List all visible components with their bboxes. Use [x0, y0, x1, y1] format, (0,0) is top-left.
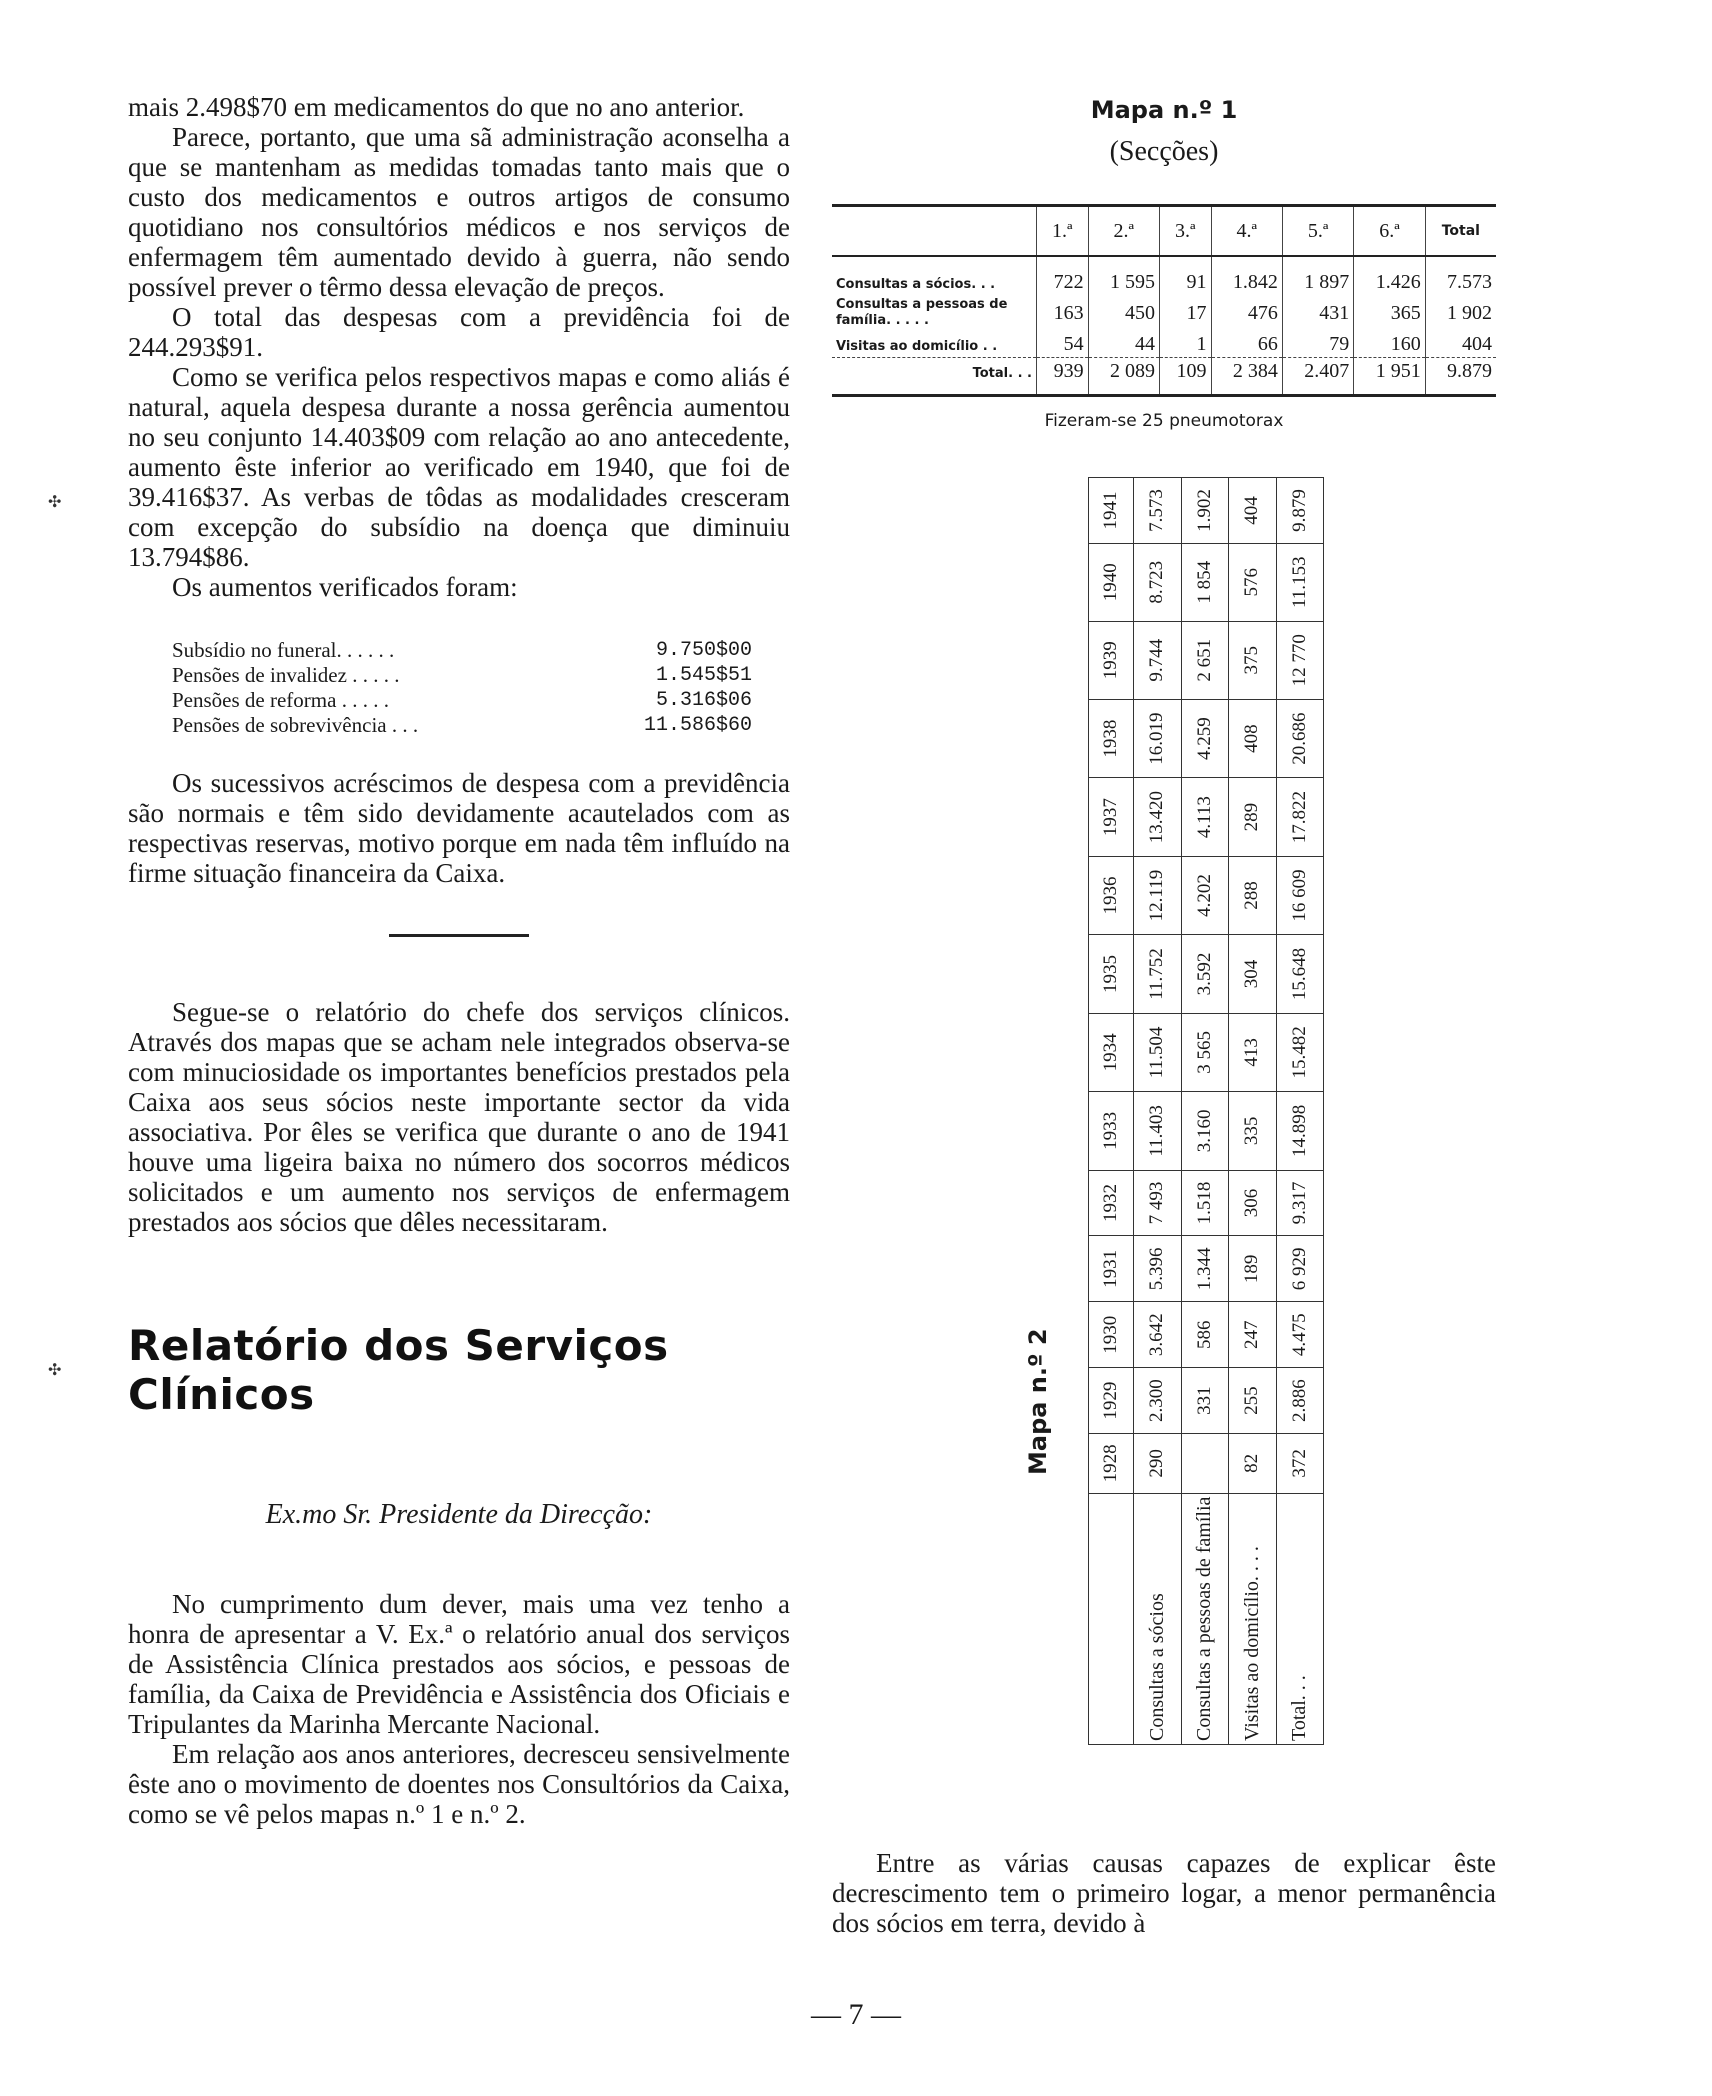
year-header: 1931 [1089, 1236, 1134, 1302]
year-header: 1935 [1089, 935, 1134, 1013]
table-cell: 576 [1229, 544, 1277, 622]
table-cell: 11.752 [1134, 935, 1182, 1013]
table-cell: 20.686 [1276, 699, 1324, 777]
row-label: Consultas a pessoas de família. . . . . [836, 297, 1008, 328]
table-cell: 413 [1229, 1013, 1277, 1091]
table-cell: 3.160 [1181, 1092, 1229, 1170]
table-cell: 54 [1037, 331, 1089, 358]
table-cell: 16.019 [1134, 699, 1182, 777]
table-cell: 6 929 [1276, 1236, 1324, 1302]
table-cell: 331 [1181, 1368, 1229, 1434]
table-cell: 2.300 [1134, 1368, 1182, 1434]
table-row-total [1276, 478, 1324, 1745]
table-row-total [832, 358, 1496, 396]
table-cell: 372 [1276, 1434, 1324, 1494]
year-header: 1936 [1089, 856, 1134, 934]
table-cell: 2.886 [1276, 1368, 1324, 1434]
table-row [1134, 478, 1182, 1745]
paragraph: Os aumentos verificados foram: [172, 572, 518, 602]
table-cell: 1.518 [1181, 1170, 1229, 1236]
table-cell: 4.202 [1181, 856, 1229, 934]
table-cell: 722 [1037, 256, 1089, 295]
table-corner [1089, 1493, 1134, 1744]
list-item [172, 638, 752, 663]
table-cell: 7.573 [1134, 478, 1182, 544]
year-header: 1929 [1089, 1368, 1134, 1434]
table-cell: 12.119 [1134, 856, 1182, 934]
table-cell: 1 854 [1181, 544, 1229, 622]
table-cell: 404 [1229, 478, 1277, 544]
table-row [1181, 478, 1229, 1745]
year-header: 1941 [1089, 478, 1134, 544]
row-label: Total. . . [832, 358, 1037, 396]
table-cell: 160 [1354, 331, 1425, 358]
paragraph: O total das despesas com a previdência foi de 244.293$91. [128, 302, 790, 362]
table-cell: 15.482 [1276, 1013, 1324, 1091]
margin-mark: ✣ [48, 494, 62, 511]
paragraph: No cumprimento dum dever, mais uma vez tenho a honra de apresentar a V. Ex.ª o relatório anual dos serviços de Assistência Clínica prestados aos sócios, e pessoas de família, da Caixa de Previdência e Assistência dos Oficiais e Tripulantes da Marinha Mercante Nacional. [128, 1589, 790, 1739]
row-label: Consultas a sócios [1134, 1493, 1182, 1744]
row-label: Visitas ao domicílio. . . . [1229, 1493, 1277, 1744]
table-row [832, 295, 1496, 331]
table-cell: 288 [1229, 856, 1277, 934]
table-cell: 476 [1211, 295, 1282, 331]
table-cell: 304 [1229, 935, 1277, 1013]
table-cell: 2 651 [1181, 621, 1229, 699]
map1-table [832, 204, 1496, 397]
row-label: Consultas a sócios. . . [836, 277, 996, 292]
table-cell: 11.153 [1276, 544, 1324, 622]
table-cell: 1 902 [1425, 295, 1496, 331]
table-cell: 9.879 [1425, 358, 1496, 396]
year-header: 1939 [1089, 621, 1134, 699]
table-cell: 79 [1282, 331, 1353, 358]
table-cell: 16 609 [1276, 856, 1324, 934]
section-title: Relatório dos Serviços Clínicos [128, 1321, 669, 1419]
row-label: Total. . . [1276, 1493, 1324, 1744]
table-cell: 44 [1088, 331, 1159, 358]
column-header: 6.ª [1354, 206, 1425, 257]
table-cell [1181, 1434, 1229, 1494]
map1-subtitle: (Secções) [1109, 136, 1219, 167]
paragraph: Segue-se o relatório do chefe dos serviços clínicos. Através dos mapas que se acham nele integrados observa-se com minuciosidade os importantes benefícios prestados pela Caixa aos seus sócios neste importante sector da vida associativa. Por êles se verifica que durante o ano de 1941 houve uma ligeira baixa no número dos socorros médicos solicitados e um aumento nos serviços de enfermagem prestados aos sócios que dêles necessitaram. [128, 997, 790, 1237]
table-cell: 1 897 [1282, 256, 1353, 295]
table-cell: 3.592 [1181, 935, 1229, 1013]
table-cell: 3.642 [1134, 1302, 1182, 1368]
table-cell: 1.344 [1181, 1236, 1229, 1302]
table-cell: 2.407 [1282, 358, 1353, 396]
table-cell: 11.403 [1134, 1092, 1182, 1170]
table-header-row [1089, 478, 1134, 1745]
list-item [172, 688, 752, 713]
table-cell: 1 595 [1088, 256, 1159, 295]
map2-table [1088, 477, 1324, 1745]
table-cell: 4.259 [1181, 699, 1229, 777]
table-cell: 408 [1229, 699, 1277, 777]
table-corner [832, 206, 1037, 257]
right-column [832, 92, 1496, 1745]
table-cell: 2 384 [1211, 358, 1282, 396]
paragraph: Parece, portanto, que uma sã administração aconselha a que se mantenham as medidas tomadas tanto mais que o custo dos medicamentos e outros artigos de consumo quotidiano nos consultórios médicos e nos serviços de enfermagem têm aumentado devido à guerra, não sendo possível prever o têrmo dessa elevação de preços. [128, 122, 790, 302]
year-header: 1933 [1089, 1092, 1134, 1170]
table-cell: 82 [1229, 1434, 1277, 1494]
year-header: 1934 [1089, 1013, 1134, 1091]
paragraph: mais 2.498$70 em medicamentos do que no ano anterior. [128, 92, 745, 122]
table-cell: 4.475 [1276, 1302, 1324, 1368]
column-header: 4.ª [1211, 206, 1282, 257]
table-cell: 3 565 [1181, 1013, 1229, 1091]
table-row [832, 331, 1496, 358]
increase-label: Pensões de invalidez . . . . . [172, 663, 400, 687]
table-cell: 1.426 [1354, 256, 1425, 295]
salutation: Ex.mo Sr. Presidente da Direcção: [265, 1499, 653, 1530]
list-item [172, 663, 752, 688]
table-cell: 289 [1229, 778, 1277, 856]
map2-title: Mapa n.º 2 [1024, 1328, 1052, 1475]
paragraph: Em relação aos anos anteriores, decresceu sensivelmente êste ano o movimento de doentes nos Consultórios da Caixa, como se vê pelos mapas n.º 1 e n.º 2. [128, 1739, 790, 1829]
table-cell: 163 [1037, 295, 1089, 331]
table-cell: 7.573 [1425, 256, 1496, 295]
table-cell: 939 [1037, 358, 1089, 396]
table-cell: 247 [1229, 1302, 1277, 1368]
year-header: 1928 [1089, 1434, 1134, 1494]
paragraph: Os sucessivos acréscimos de despesa com a previdência são normais e têm sido devidamente acautelados com as respectivas reservas, motivo porque em nada têm influído na firme situação financeira da Caixa. [128, 768, 790, 888]
right-bottom-text [832, 1848, 1496, 1938]
list-item [172, 713, 752, 738]
table-cell: 189 [1229, 1236, 1277, 1302]
column-header: Total [1425, 206, 1496, 257]
table-cell: 9.317 [1276, 1170, 1324, 1236]
table-cell: 17.822 [1276, 778, 1324, 856]
left-column [128, 92, 790, 1829]
increase-value: 1.545$51 [655, 664, 752, 687]
increase-label: Subsídio no funeral. . . . . . [172, 638, 395, 662]
table-cell: 255 [1229, 1368, 1277, 1434]
year-header: 1940 [1089, 544, 1134, 622]
table-cell: 1.902 [1181, 478, 1229, 544]
table-cell: 1 951 [1354, 358, 1425, 396]
table-cell: 8.723 [1134, 544, 1182, 622]
table-row [1229, 478, 1277, 1745]
paragraph: Entre as várias causas capazes de explicar êste decrescimento tem o primeiro logar, a menor permanência dos sócios em terra, devido à [832, 1848, 1496, 1938]
map2-container [832, 473, 1496, 1745]
table-cell: 1 [1159, 331, 1211, 358]
map2-rotated [1088, 477, 1324, 1745]
table-header-row [832, 206, 1496, 257]
table-cell: 14.898 [1276, 1092, 1324, 1170]
map1-note: Fizeram-se 25 pneumotorax [1044, 411, 1284, 431]
table-cell: 13.420 [1134, 778, 1182, 856]
section-divider [389, 934, 529, 937]
margin-mark: ✣ [48, 1362, 62, 1379]
table-cell: 9.744 [1134, 621, 1182, 699]
table-cell: 404 [1425, 331, 1496, 358]
table-cell: 12 770 [1276, 621, 1324, 699]
table-cell: 2 089 [1088, 358, 1159, 396]
table-cell: 17 [1159, 295, 1211, 331]
table-cell: 9.879 [1276, 478, 1324, 544]
table-cell: 109 [1159, 358, 1211, 396]
table-cell: 5.396 [1134, 1236, 1182, 1302]
table-cell: 365 [1354, 295, 1425, 331]
table-cell: 15.648 [1276, 935, 1324, 1013]
table-row [832, 256, 1496, 295]
table-cell: 91 [1159, 256, 1211, 295]
column-header: 3.ª [1159, 206, 1211, 257]
paragraph: Como se verifica pelos respectivos mapas e como aliás é natural, aquela despesa durante a nossa gerência aumentou no seu conjunto 14.403$09 com relação ao ano antecedente, aumento êste inferior ao verificado em 1940, que foi de 39.416$37. As verbas de tôdas as modalidades cresceram com excepção do subsídio na doença que diminuiu 13.794$86. [128, 362, 790, 572]
increase-value: 11.586$60 [643, 714, 752, 737]
table-cell: 431 [1282, 295, 1353, 331]
increase-value: 5.316$06 [655, 689, 752, 712]
table-cell: 7 493 [1134, 1170, 1182, 1236]
year-header: 1938 [1089, 699, 1134, 777]
row-label: Visitas ao domicílio . . [836, 339, 998, 354]
increase-label: Pensões de sobrevivência . . . [172, 713, 419, 737]
year-header: 1930 [1089, 1302, 1134, 1368]
table-cell: 586 [1181, 1302, 1229, 1368]
column-header: 1.ª [1037, 206, 1089, 257]
table-cell: 66 [1211, 331, 1282, 358]
year-header: 1932 [1089, 1170, 1134, 1236]
column-header: 2.ª [1088, 206, 1159, 257]
page-number: — 7 — [811, 1998, 901, 2031]
table-cell: 1.842 [1211, 256, 1282, 295]
table-cell: 375 [1229, 621, 1277, 699]
increase-label: Pensões de reforma . . . . . [172, 688, 389, 712]
increases-list [172, 638, 752, 738]
table-cell: 306 [1229, 1170, 1277, 1236]
year-header: 1937 [1089, 778, 1134, 856]
table-cell: 335 [1229, 1092, 1277, 1170]
row-label: Consultas a pessoas de família [1181, 1493, 1229, 1744]
table-cell: 11.504 [1134, 1013, 1182, 1091]
increase-value: 9.750$00 [655, 639, 752, 662]
map1-title: Mapa n.º 1 [1090, 96, 1238, 124]
column-header: 5.ª [1282, 206, 1353, 257]
table-cell: 450 [1088, 295, 1159, 331]
table-cell: 290 [1134, 1434, 1182, 1494]
table-cell: 4.113 [1181, 778, 1229, 856]
